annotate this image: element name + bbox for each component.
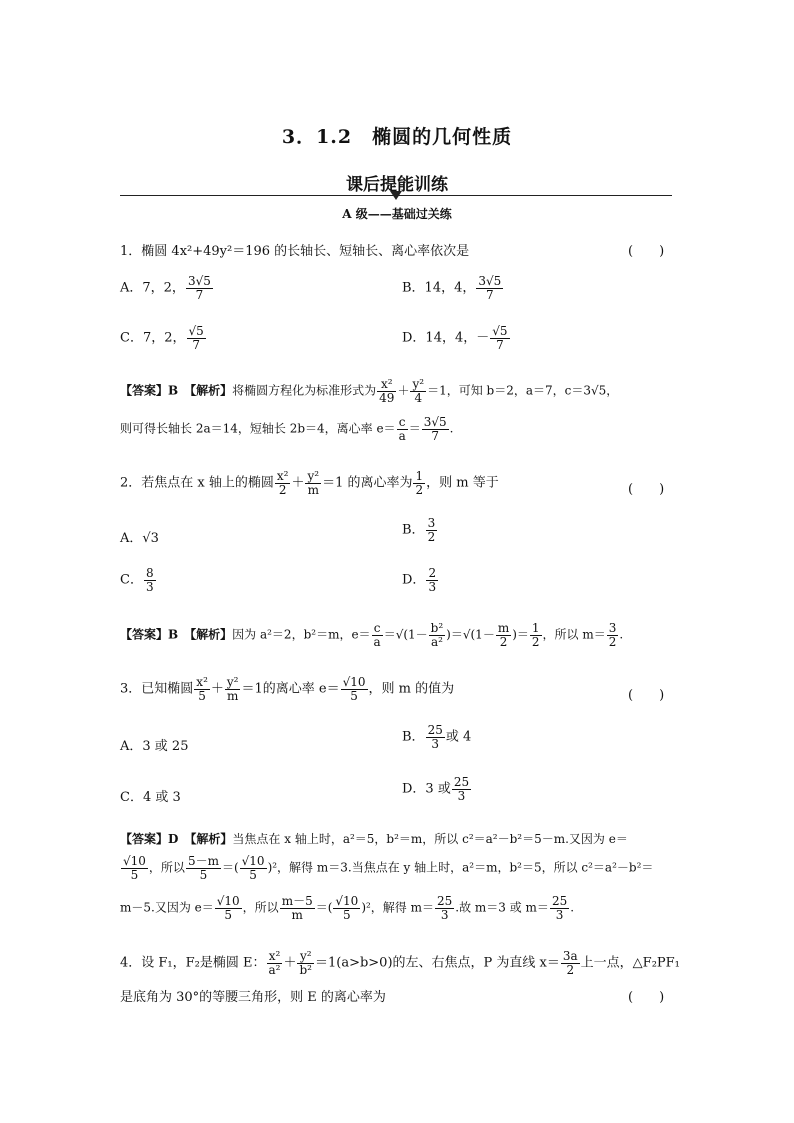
fraction xyxy=(490,325,509,351)
fraction xyxy=(377,378,396,404)
fraction xyxy=(144,567,156,593)
fraction xyxy=(607,622,619,648)
option-a xyxy=(120,275,214,301)
numerator: y² xyxy=(226,675,239,689)
fraction xyxy=(186,855,221,881)
denominator: 5 xyxy=(350,688,358,703)
numerator: 25 xyxy=(427,723,443,737)
explanation-text: 因为 a²＝2，b²＝m，e＝ xyxy=(232,627,371,642)
question-number: 4． xyxy=(120,955,142,971)
question-text: ＝1 的离心率为 xyxy=(322,475,413,491)
question-text: ＝1(a>b>0)的左、右焦点，P 为直线 x＝ xyxy=(314,955,560,971)
numerator: √5 xyxy=(492,324,508,338)
option-label: D． xyxy=(402,572,426,588)
explanation-text: m－5.又因为 e＝ xyxy=(120,900,214,915)
numerator: m xyxy=(497,621,510,635)
numerator: √10 xyxy=(123,854,146,868)
question-text: y²＝196 的长轴长、短轴长、离心率依次是 xyxy=(219,244,470,259)
option-b xyxy=(402,724,471,750)
question-text: 上一点，△F₂PF₁ xyxy=(580,955,680,971)
answer-explanation-3-line2 xyxy=(120,855,653,881)
answer-blank: ( ) xyxy=(628,688,665,703)
fraction xyxy=(297,950,314,976)
explanation-text: 将椭圆方程化为标准形式为 xyxy=(232,383,377,398)
explanation-text: ，所以 xyxy=(148,860,185,875)
numerator: 5－m xyxy=(187,854,219,868)
option-c: C．4 或 3 xyxy=(120,790,181,805)
question-text: x²+49 xyxy=(179,244,220,259)
denominator: 3 xyxy=(555,907,564,922)
denominator: 7 xyxy=(431,428,440,443)
numerator: c xyxy=(372,622,383,636)
denominator: 5 xyxy=(130,867,139,882)
explanation-text: ，所以 m＝ xyxy=(542,627,606,642)
denominator: a xyxy=(373,634,381,649)
fraction xyxy=(187,325,206,351)
explanation-text: )＝√(1－ xyxy=(446,627,495,642)
denominator: 5 xyxy=(198,688,206,703)
option-b xyxy=(402,517,438,543)
fraction xyxy=(397,416,408,442)
fraction xyxy=(476,275,503,301)
explanation-text: )²，解得 m＝3.当焦点在 y 轴上时，a²＝m，b²＝5，所以 c²＝a²－b²＝ xyxy=(267,860,654,875)
question-text: ，则 m 等于 xyxy=(426,475,499,491)
fraction xyxy=(550,895,569,921)
answer-tag: 【答案】D 【解析】 xyxy=(120,832,233,846)
fraction xyxy=(240,855,267,881)
option-label: C．7，2， xyxy=(120,330,186,346)
numerator: x² xyxy=(377,378,396,392)
denominator: 4 xyxy=(414,390,423,405)
denominator: 7 xyxy=(195,287,204,302)
explanation-text: .故 m＝3 或 m＝ xyxy=(455,900,549,915)
down-triangle-icon xyxy=(390,191,402,200)
explanation-text: )²，解得 m＝ xyxy=(361,900,434,915)
denominator: 2 xyxy=(499,634,508,649)
question-number: 1． xyxy=(120,244,142,259)
option-label: A．7，2， xyxy=(120,280,185,296)
denominator: 5 xyxy=(199,867,208,882)
numerator: x² xyxy=(276,469,289,483)
numerator: 25 xyxy=(551,894,568,908)
answer-explanation-1 xyxy=(120,378,618,404)
explanation-text: ＝( xyxy=(221,860,239,875)
explanation-text: ＝√(1－ xyxy=(383,627,428,642)
fraction xyxy=(422,416,449,442)
question-text: 已知椭圆 xyxy=(141,681,194,697)
fraction xyxy=(333,895,360,921)
question-text: ＝1的离心率 e＝ xyxy=(241,681,340,697)
option-d xyxy=(402,567,439,593)
fraction xyxy=(186,275,213,301)
numerator: y² xyxy=(412,377,425,391)
operator: ＋ xyxy=(283,955,297,971)
fraction xyxy=(426,517,438,543)
fraction xyxy=(275,470,291,496)
fraction xyxy=(496,622,511,648)
numerator: √10 xyxy=(216,894,240,908)
denominator: 7 xyxy=(486,287,494,302)
option-b xyxy=(402,275,504,301)
question-1-stem xyxy=(120,240,469,259)
operator: ＋ xyxy=(210,681,224,697)
denominator: 5 xyxy=(249,867,257,882)
question-3-stem xyxy=(120,676,454,702)
question-number: 2． xyxy=(120,475,142,491)
fraction xyxy=(267,950,283,976)
denominator: 7 xyxy=(192,337,200,352)
operator: ＝ xyxy=(408,421,421,436)
option-a: A．√3 xyxy=(120,531,159,546)
denominator: 2 xyxy=(427,529,436,544)
question-4-stem-line2: 是底角为 30°的等腰三角形，则 E 的离心率为 xyxy=(120,990,386,1005)
option-a: A．3 或 25 xyxy=(120,739,189,754)
numerator: x² xyxy=(267,950,283,964)
explanation-text: ＝1，可知 b＝2，a＝7，c＝3√5， xyxy=(427,383,619,398)
denominator: 5 xyxy=(224,907,233,922)
denominator: 3 xyxy=(431,736,440,751)
numerator: 3√5 xyxy=(187,274,211,288)
fraction xyxy=(215,895,242,921)
question-number: 3． xyxy=(120,681,142,697)
answer-explanation-3 xyxy=(120,830,628,847)
page-title: 3．1.2 椭圆的几何性质 xyxy=(281,126,513,148)
fraction xyxy=(561,950,580,976)
numerator: 3a xyxy=(562,949,578,963)
operator: ＋ xyxy=(397,383,410,398)
fraction xyxy=(305,470,321,496)
denominator: m xyxy=(291,907,303,922)
question-text: 椭圆 4 xyxy=(141,244,180,259)
numerator: 3 xyxy=(427,516,436,530)
numerator: 8 xyxy=(145,566,154,580)
option-label: C． xyxy=(120,572,143,588)
option-label: B． xyxy=(402,522,425,538)
denominator: a xyxy=(398,428,406,443)
section-subtitle: 课后提能训练 xyxy=(346,175,448,195)
question-text: 设 F₁，F₂是椭圆 E： xyxy=(141,955,266,971)
numerator: √10 xyxy=(342,675,366,689)
fraction xyxy=(372,622,383,648)
fraction xyxy=(280,895,315,921)
numerator: b² xyxy=(430,621,444,635)
fraction xyxy=(410,378,426,404)
numerator: 3 xyxy=(608,621,617,635)
fraction xyxy=(429,622,446,648)
fraction xyxy=(530,622,542,648)
question-text: ，则 m 的值为 xyxy=(368,681,455,697)
option-d xyxy=(402,325,511,351)
numerator: √5 xyxy=(188,324,204,338)
explanation-text: 则可得长轴长 2a＝14，短轴长 2b＝4，离心率 e＝ xyxy=(120,421,396,436)
numerator: y² xyxy=(297,950,314,964)
option-label: B． xyxy=(402,729,425,745)
numerator: √10 xyxy=(241,854,265,868)
denominator: 49 xyxy=(379,390,395,405)
fraction xyxy=(452,776,471,802)
numerator: 25 xyxy=(437,894,453,908)
denominator: b² xyxy=(299,962,312,977)
denominator: 2 xyxy=(415,482,424,497)
option-label: D．14，4，－ xyxy=(402,330,490,346)
fraction xyxy=(435,895,454,921)
answer-blank: ( ) xyxy=(628,244,665,259)
option-c xyxy=(120,325,207,351)
numerator: 25 xyxy=(453,775,470,789)
numerator: 3√5 xyxy=(423,415,447,429)
explanation-text: ，所以 xyxy=(242,900,279,915)
denominator: 2 xyxy=(608,634,617,649)
option-label: B．14，4， xyxy=(402,280,476,296)
fraction xyxy=(426,724,445,750)
explanation-text: . xyxy=(619,627,624,642)
numerator: y² xyxy=(307,469,320,483)
denominator: 2 xyxy=(278,482,287,497)
explanation-text: . xyxy=(570,900,575,915)
numerator: x² xyxy=(196,675,208,689)
explanation-text: 当焦点在 x 轴上时，a²＝5，b²＝m，所以 c²＝a²－b²＝5－m.又因为 e＝ xyxy=(232,832,628,846)
option-d xyxy=(402,776,472,802)
explanation-text: . xyxy=(449,421,454,436)
fraction xyxy=(225,676,241,702)
fraction xyxy=(194,676,210,702)
question-4-stem xyxy=(120,950,680,976)
answer-tag: 【答案】B 【解析】 xyxy=(120,383,233,398)
denominator: 3 xyxy=(145,579,154,594)
denominator: 2 xyxy=(566,962,575,977)
fraction xyxy=(413,470,425,496)
fraction xyxy=(426,567,438,593)
denominator: a² xyxy=(268,962,281,977)
denominator: m xyxy=(226,688,239,703)
denominator: 2 xyxy=(531,634,540,649)
numerator: m－5 xyxy=(281,894,313,908)
denominator: a² xyxy=(430,634,443,649)
fraction xyxy=(121,855,148,881)
denominator: 3 xyxy=(440,907,449,922)
operator: ＋ xyxy=(291,475,305,491)
numerator: 1 xyxy=(531,621,540,635)
option-label: D．3 或 xyxy=(402,781,451,797)
answer-blank: ( ) xyxy=(628,482,665,497)
fraction xyxy=(341,676,368,702)
answer-blank: ( ) xyxy=(628,990,665,1005)
question-2-stem xyxy=(120,470,499,496)
answer-explanation-3-line3 xyxy=(120,895,574,921)
option-c xyxy=(120,567,157,593)
denominator: 3 xyxy=(457,788,466,803)
level-heading: A 级——基础过关练 xyxy=(342,207,452,221)
denominator: 5 xyxy=(343,907,351,922)
denominator: m xyxy=(307,482,319,497)
answer-explanation-2 xyxy=(120,622,623,648)
question-text: 若焦点在 x 轴上的椭圆 xyxy=(141,475,274,491)
denominator: 3 xyxy=(428,579,437,594)
numerator: √10 xyxy=(335,894,359,908)
numerator: c xyxy=(397,416,408,430)
option-label: 或 4 xyxy=(445,729,472,745)
numerator: 3√5 xyxy=(478,274,502,288)
denominator: 7 xyxy=(496,337,504,352)
numerator: 1 xyxy=(415,469,424,483)
answer-explanation-1-line2 xyxy=(120,416,453,442)
answer-tag: 【答案】B 【解析】 xyxy=(120,627,233,642)
explanation-text: ＝( xyxy=(315,900,333,915)
numerator: 2 xyxy=(428,566,437,580)
explanation-text: )＝ xyxy=(512,627,529,642)
